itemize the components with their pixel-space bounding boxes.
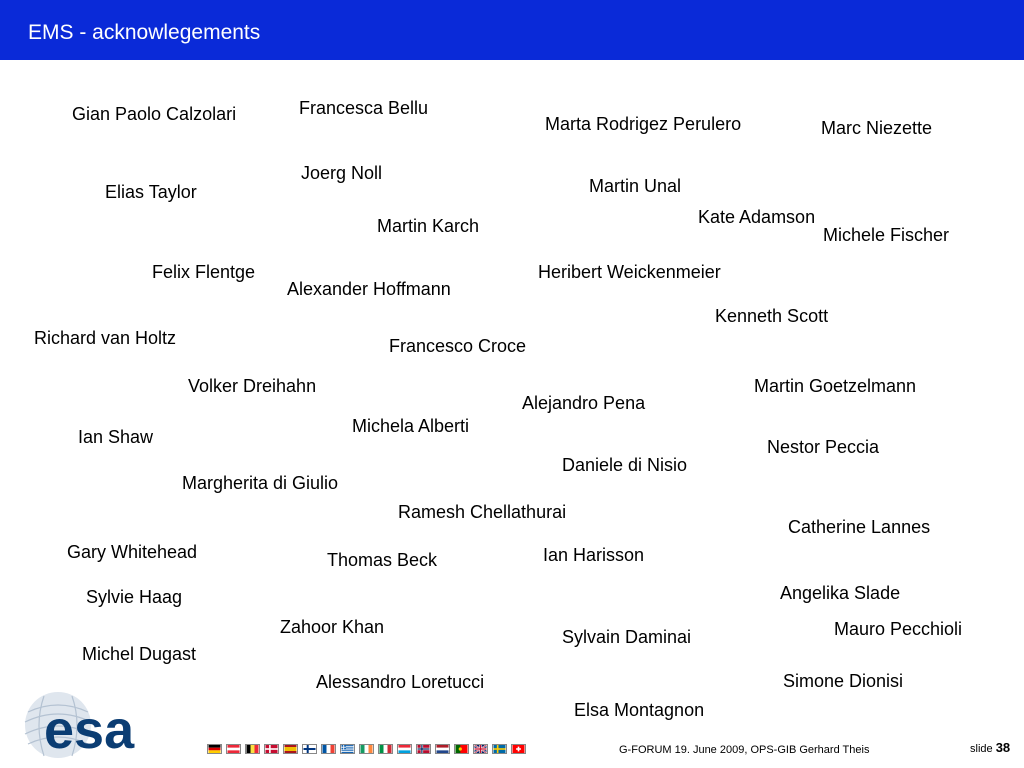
- acknowledged-name: Daniele di Nisio: [562, 455, 688, 475]
- greece-flag: [340, 744, 355, 754]
- acknowledged-name: Francesco Croce: [389, 336, 527, 356]
- acknowledged-name: Heribert Weickenmeier: [538, 262, 721, 282]
- switzerland-flag: [511, 744, 526, 754]
- italy-flag: [378, 744, 393, 754]
- esa-logo-text: esa: [44, 700, 135, 760]
- acknowledged-name: Ian Shaw: [78, 427, 154, 447]
- acknowledged-name: Marc Niezette: [821, 118, 933, 138]
- acknowledged-name: Marta Rodrigez Perulero: [545, 114, 742, 134]
- acknowledged-name: Ian Harisson: [543, 545, 645, 565]
- acknowledged-name: Michela Alberti: [352, 416, 470, 436]
- acknowledged-name: Mauro Pecchioli: [834, 619, 963, 639]
- header-bar: [0, 0, 1024, 60]
- acknowledged-name: Elsa Montagnon: [574, 700, 705, 720]
- uk-flag: [473, 744, 488, 754]
- acknowledged-name: Felix Flentge: [152, 262, 256, 282]
- acknowledged-name: Richard van Holtz: [34, 328, 177, 348]
- acknowledged-name: Martin Karch: [377, 216, 480, 236]
- ireland-flag: [359, 744, 374, 754]
- acknowledged-name: Gian Paolo Calzolari: [72, 104, 237, 124]
- acknowledged-name: Joerg Noll: [301, 163, 383, 183]
- acknowledged-name: Sylvie Haag: [86, 587, 183, 607]
- acknowledged-name: Margherita di Giulio: [182, 473, 339, 493]
- norway-flag: [416, 744, 431, 754]
- acknowledged-name: Simone Dionisi: [783, 671, 904, 691]
- acknowledged-name: Gary Whitehead: [67, 542, 198, 562]
- member-state-flags: [207, 744, 526, 755]
- netherlands-flag: [435, 744, 450, 754]
- germany-flag: [207, 744, 222, 754]
- portugal-flag: [454, 744, 469, 754]
- acknowledged-name: Kate Adamson: [698, 207, 816, 227]
- denmark-flag: [264, 744, 279, 754]
- acknowledged-name: Martin Goetzelmann: [754, 376, 917, 396]
- footer-text: G-FORUM 19. June 2009, OPS-GIB Gerhard Theis: [619, 744, 870, 756]
- slide-number: [970, 741, 1010, 756]
- acknowledged-name: Thomas Beck: [327, 550, 438, 570]
- page-title: EMS - acknowlegements: [28, 21, 261, 44]
- acknowledged-name: Zahoor Khan: [280, 617, 385, 637]
- acknowledged-name: Volker Dreihahn: [188, 376, 317, 396]
- acknowledged-name: Francesca Bellu: [299, 98, 429, 118]
- acknowledged-name: Sylvain Daminai: [562, 627, 692, 647]
- acknowledged-name: Angelika Slade: [780, 583, 901, 603]
- acknowledged-name: Martin Unal: [589, 176, 682, 196]
- acknowledged-name: Kenneth Scott: [715, 306, 829, 326]
- slide-label: slide: [970, 743, 993, 755]
- acknowledged-name: Alexander Hoffmann: [287, 279, 451, 299]
- acknowledged-name: Catherine Lannes: [788, 517, 931, 537]
- acknowledged-name: Ramesh Chellathurai: [398, 502, 567, 522]
- spain-flag: [283, 744, 298, 754]
- france-flag: [321, 744, 336, 754]
- acknowledged-name: Elias Taylor: [105, 182, 197, 202]
- austria-flag: [226, 744, 241, 754]
- finland-flag: [302, 744, 317, 754]
- esa-logo: [22, 692, 207, 762]
- belgium-flag: [245, 744, 260, 754]
- luxembourg-flag: [397, 744, 412, 754]
- slide-number-value: 38: [995, 740, 1011, 755]
- acknowledged-name: Alessandro Loretucci: [316, 672, 485, 692]
- acknowledged-name: Alejandro Pena: [522, 393, 646, 413]
- acknowledged-name: Nestor Peccia: [767, 437, 880, 457]
- sweden-flag: [492, 744, 507, 754]
- acknowledged-name: Michele Fischer: [823, 225, 950, 245]
- acknowledged-name: Michel Dugast: [82, 644, 197, 664]
